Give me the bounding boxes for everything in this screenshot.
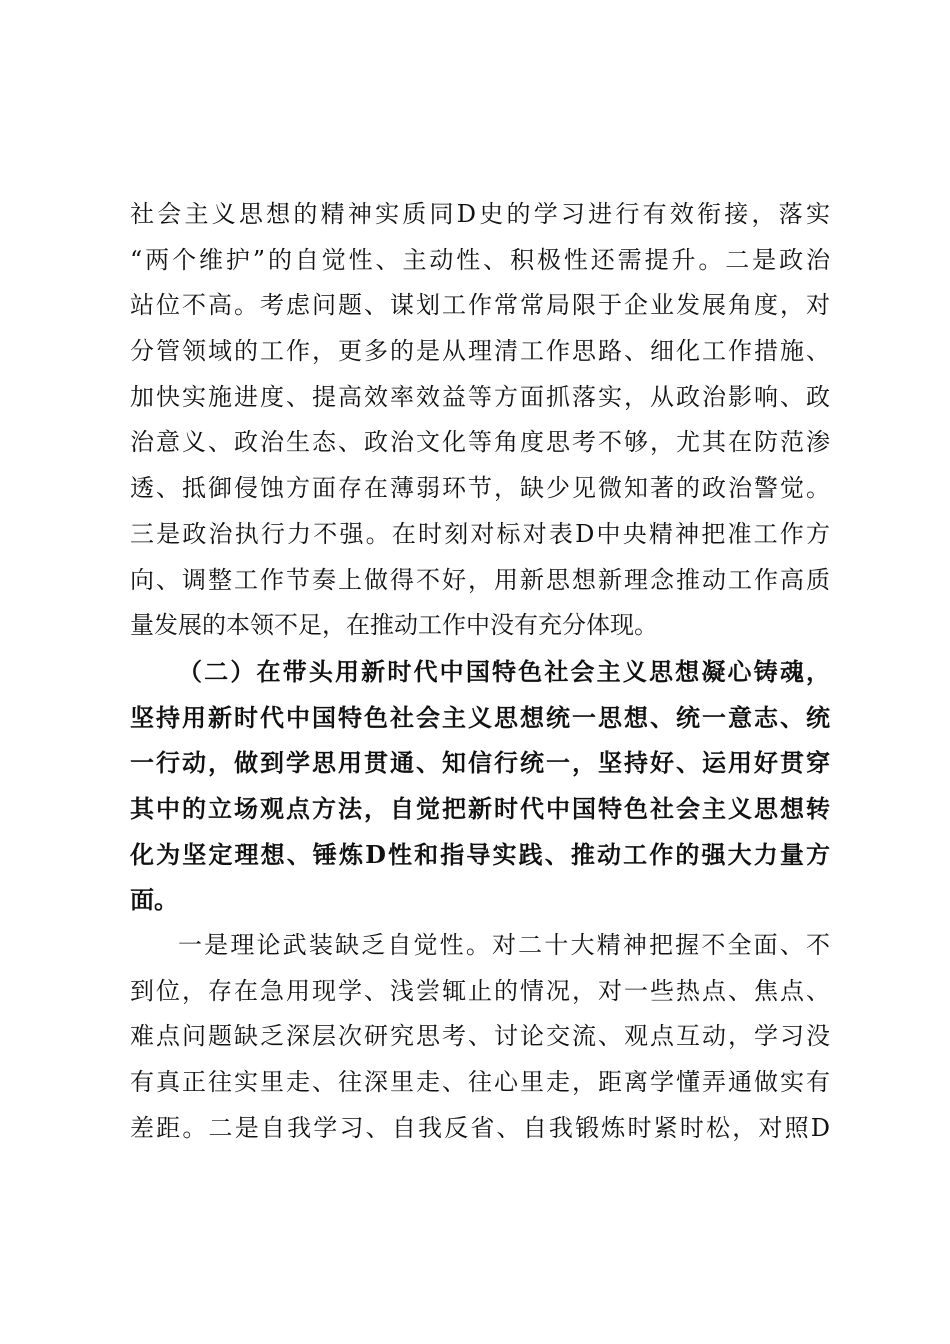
paragraph-line: “两个维护”的自觉性、主动性、积极性还需提升。二是政治 — [130, 245, 830, 274]
paragraph-line: 透、抵御侵蚀方面存在薄弱环节，缺少见微知著的政治警觉。 — [130, 474, 830, 503]
paragraph-line: 三是政治执行力不强。在时刻对标对表D中央精神把准工作方 — [130, 519, 830, 548]
paragraph-line: 加快实施进度、提高效率效益等方面抓落实，从政治影响、政 — [130, 382, 830, 411]
paragraph-line: 向、调整工作节奏上做得不好，用新思想新理念推动工作高质 — [130, 565, 830, 594]
paragraph-line: 有真正往实里走、往深里走、往心里走，距离学懂弄通做实有 — [130, 1068, 830, 1097]
paragraph-line: 站位不高。考虑问题、谋划工作常常局限于企业发展角度，对 — [130, 291, 830, 320]
paragraph-line: 量发展的本领不足，在推动工作中没有充分体现。 — [130, 611, 658, 640]
paragraph-line: 差距。二是自我学习、自我反省、自我锻炼时紧时松，对照D — [130, 1113, 830, 1142]
paragraph-line: 一是理论武装缺乏自觉性。对二十大精神把握不全面、不 — [178, 931, 830, 959]
paragraph-line: 难点问题缺乏深层次研究思考、讨论交流、观点互动，学习没 — [130, 1022, 830, 1051]
paragraph-line: 社会主义思想的精神实质同D史的学习进行有效衔接，落实 — [130, 200, 830, 228]
paragraph-line: 其中的立场观点方法，自觉把新时代中国特色社会主义思想转 — [130, 794, 830, 824]
paragraph-line: （二）在带头用新时代中国特色社会主义思想凝心铸魂， — [178, 657, 830, 686]
paragraph-line: 一行动，做到学思用贯通、知信行统一，坚持好、运用好贯穿 — [130, 748, 830, 778]
body-paragraph-1 — [130, 192, 830, 649]
paragraph-line: 坚持用新时代中国特色社会主义思想统一思想、统一意志、统 — [130, 702, 830, 732]
paragraph-line: 到位，存在急用现学、浅尝辄止的情况，对一些热点、焦点、 — [130, 976, 830, 1005]
section-heading-paragraph — [130, 649, 830, 923]
paragraph-line: 面。 — [130, 885, 178, 915]
body-paragraph-2 — [130, 923, 830, 1151]
paragraph-line: 分管领域的工作，更多的是从理清工作思路、细化工作措施、 — [130, 337, 830, 366]
paragraph-line: 治意义、政治生态、政治文化等角度思考不够，尤其在防范渗 — [130, 428, 830, 457]
paragraph-line: 化为坚定理想、锤炼D性和指导实践、推动工作的强大力量方 — [130, 839, 830, 869]
